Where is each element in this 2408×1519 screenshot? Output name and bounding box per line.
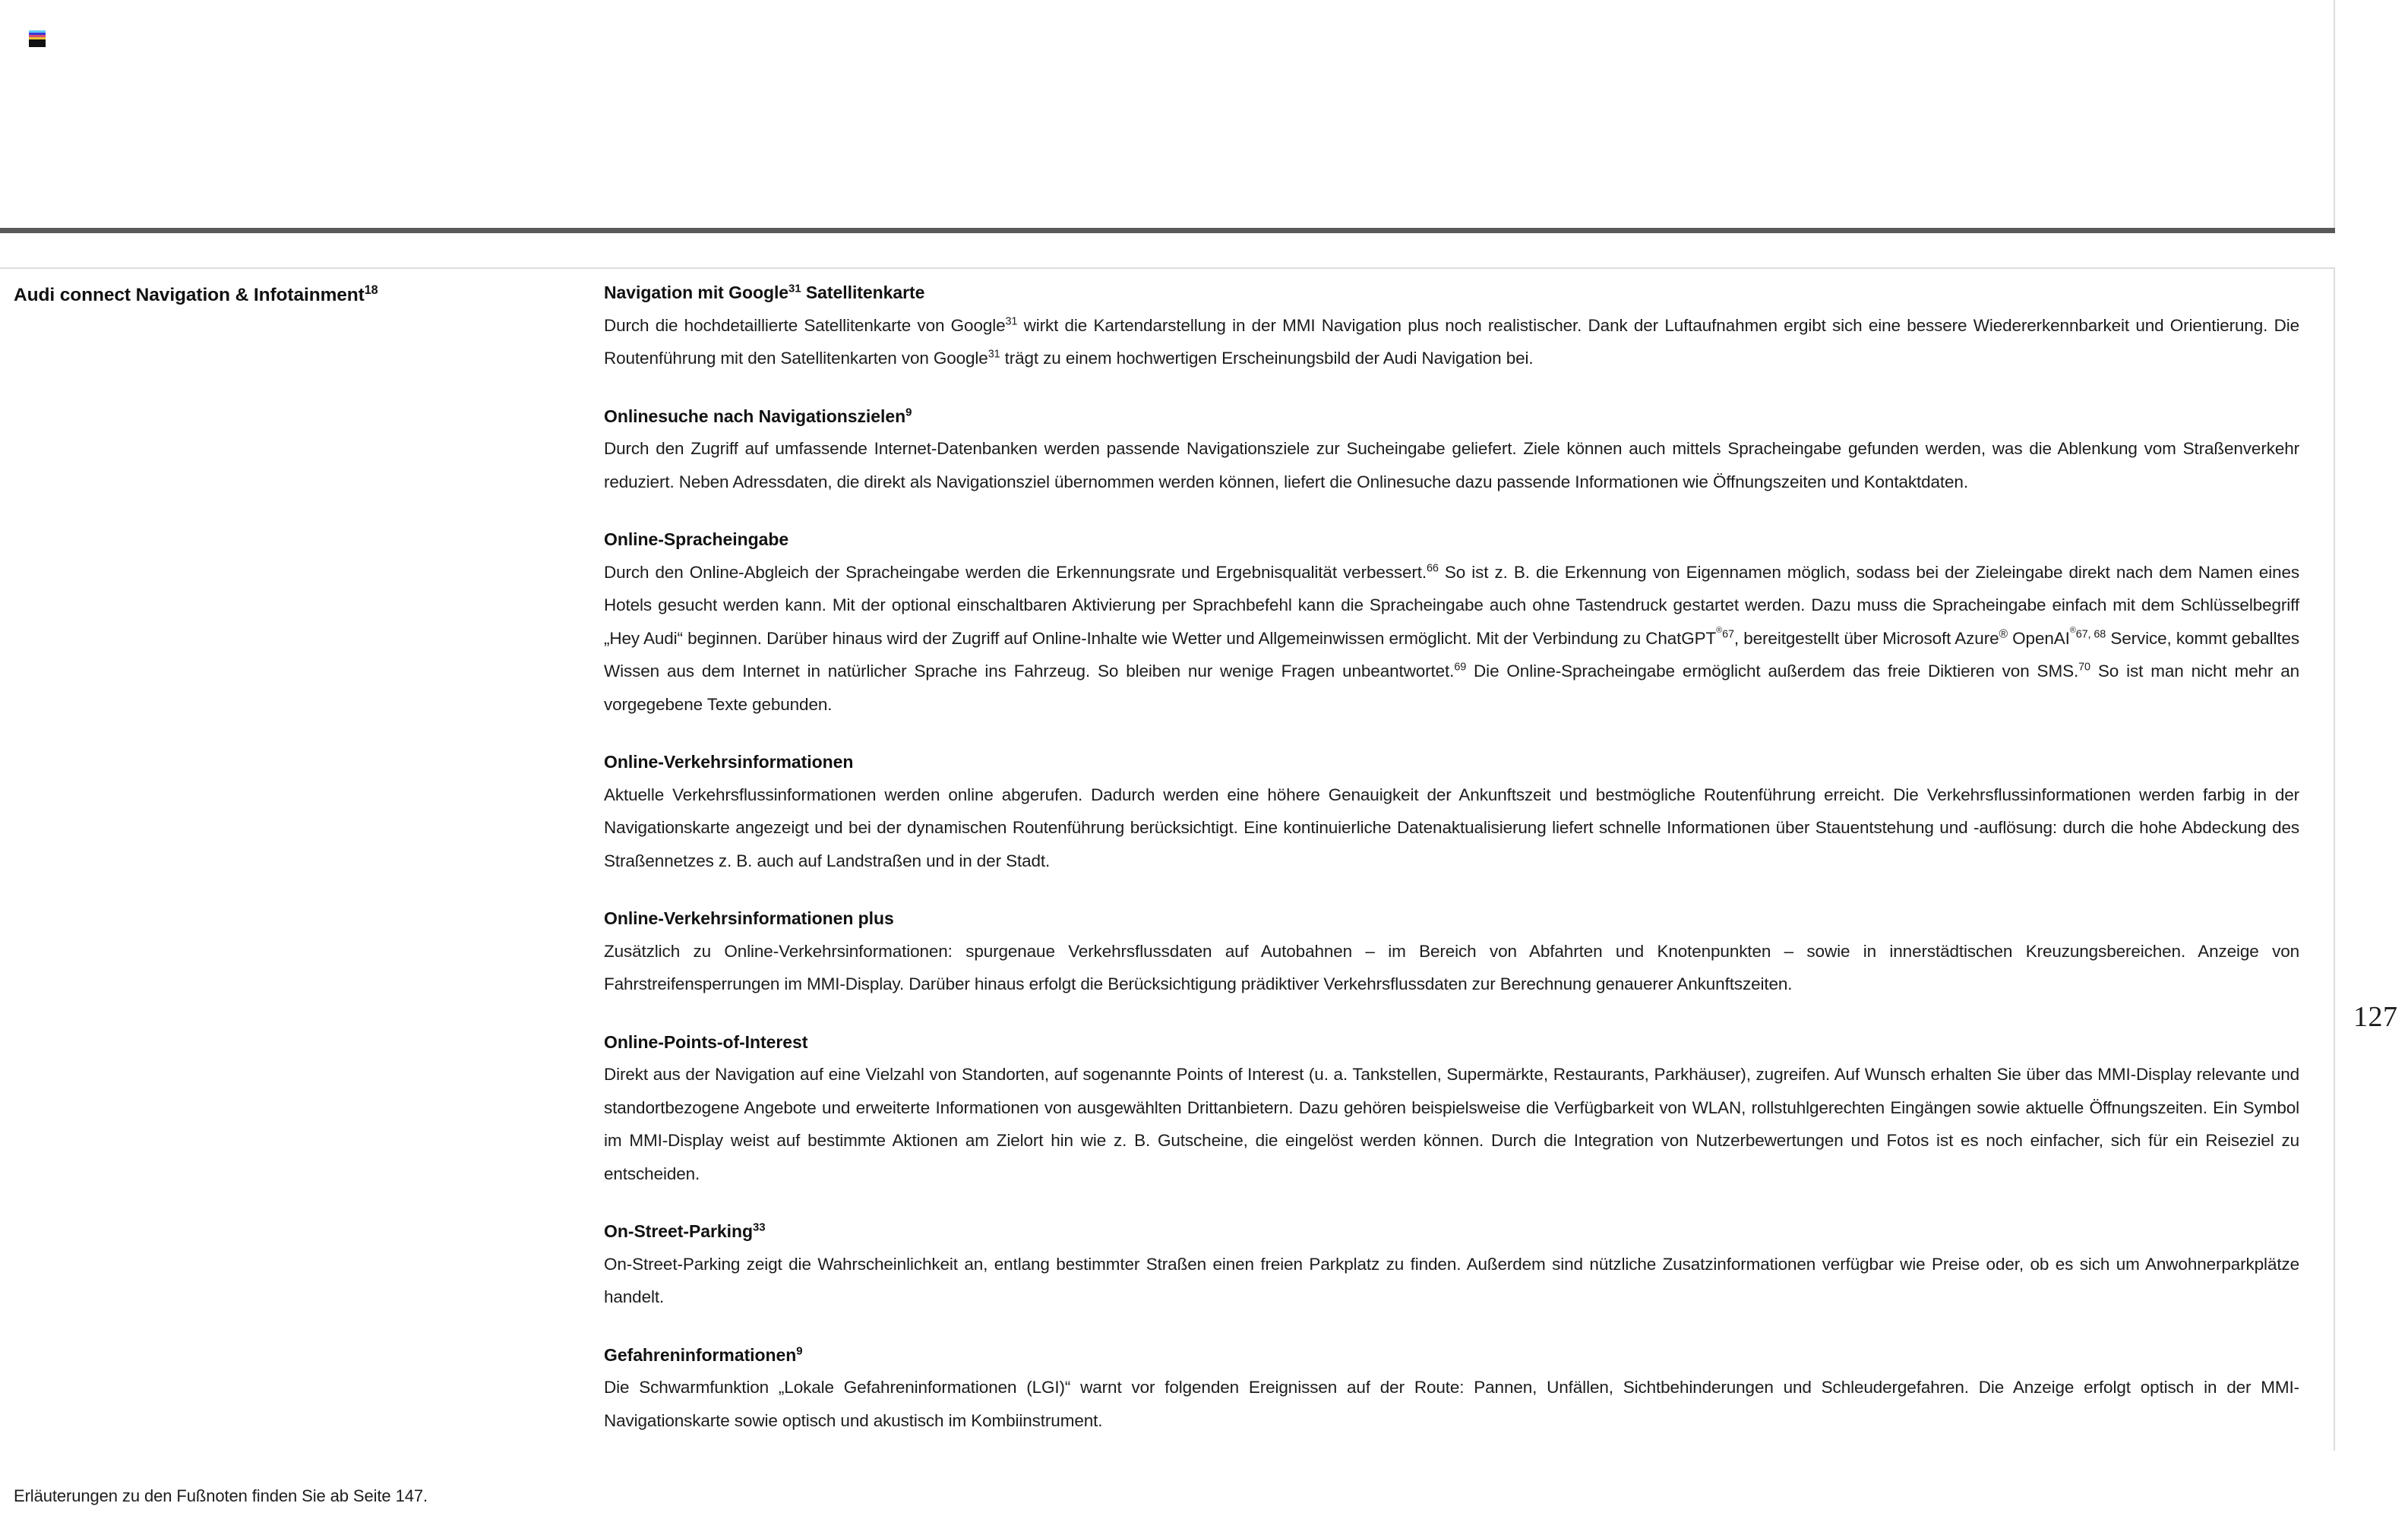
content-section <box>604 1342 2299 1438</box>
section-heading: On-Street-Parking$^{33}$ <box>604 1221 766 1241</box>
section-heading: Online-Verkehrsinformationen plus <box>604 908 894 928</box>
section-heading: Onlinesuche nach Navigationszielen$^9$ <box>604 405 912 426</box>
section-heading: Online-Verkehrsinformationen <box>604 752 854 772</box>
section-body: Durch den Online-Abgleich der Spracheingabe werden die Erkennungsrate und Ergebnisqualität verbessert.$^{66}$ So ist z. B. die Erkennung von Eigennamen möglich, sodass bei der Zieleingabe direkt nach dem Namen eines Hotels gesucht werden kann. Mit der optional einschaltbaren Aktivierung per Sprachbefehl kann die Spracheingabe auch ohne Tastendruck gestartet werden. Dazu muss die Spracheingabe einfach mit dem Schlüsselbegriff „Hey Audi“ beginnen. Darüber hinaus wird der Zugriff auf Online-Inhalte wie Wetter und Allgemeinwissen ermöglicht. Mit der Verbindung zu ChatGPT$^{^®67}$, bereitgestellt über Microsoft Azure® OpenAI$^{^®67, 68}$ Service, kommt geballtes Wissen aus dem Internet in natürlicher Sprache ins Fahrzeug. So bleiben nur wenige Fragen unbeantwortet.$^{69}$ Die Online-Spracheingabe ermöglicht außerdem das freie Diktieren von SMS.$^{70}$ So ist man nicht mehr an vorgegebene Texte gebunden. <box>604 562 2299 714</box>
section-body: Zusätzlich zu Online-Verkehrsinformationen: spurgenaue Verkehrsflussdaten auf Autobahnen – im Bereich von Abfahrten und Knotenpunkten – sowie in innerstädtischen Kreuzungsbereichen. Anzeige von Fahrstreifensperrungen im MMI-Display. Darüber hinaus erfolgt die Berücksichtigung prädiktiver Verkehrsflussdaten zur Berechnung genauerer Ankunftszeiten. <box>604 941 2299 993</box>
content-section <box>604 905 2299 1001</box>
page-title <box>14 283 576 308</box>
page-header-frame <box>0 0 2335 230</box>
section-body: Direkt aus der Navigation auf eine Vielzahl von Standorten, auf sogenannte Points of Interest (u. a. Tankstellen, Supermärkte, Restaurants, Parkhäuser), zugreifen. Auf Wunsch erhalten Sie über das MMI-Display relevante und standortbezogene Angebote und erweiterte Informationen von ausgewählten Drittanbietern. Dazu gehören beispielsweise die Verfügbarkeit von WLAN, rollstuhlgerechten Eingängen sowie aktuelle Öffnungszeiten. Ein Symbol im MMI-Display weist auf bestimmte Aktionen am Zielort hin wie z. B. Gutscheine, die eingelöst werden können. Durch die Integration von Nutzerbewertungen und Fotos ist es noch einfacher, sich für ein Reiseziel zu entscheiden. <box>604 1065 2299 1183</box>
section-heading-footnote: 9 <box>905 405 912 418</box>
section-body: Aktuelle Verkehrsflussinformationen werden online abgerufen. Dadurch werden eine höhere Genauigkeit der Ankunftszeit und bestmögliche Routenführung erreicht. Die Verkehrsflussinformationen werden farbig in der Navigationskarte angezeigt und bei der dynamischen Routenführung berücksichtigt. Eine kontinuierliche Datenaktualisierung liefert schnelle Informationen über Stauentstehung und -auflösung: durch die hohe Abdeckung des Straßennetzes z. B. auch auf Landstraßen und in der Stadt. <box>604 785 2299 870</box>
page-number: 127 <box>2353 1001 2398 1033</box>
section-body: Durch die hochdetaillierte Satellitenkarte von Google$^{31}$ wirkt die Kartendarstellung in der MMI Navigation plus noch realistischer. Dank der Luftaufnahmen ergibt sich eine bessere Wiedererkennbarkeit und Orientierung. Die Routenführung mit den Satellitenkarten von Google$^{31}$ trägt zu einem hochwertigen Erscheinungsbild der Audi Navigation bei. <box>604 315 2300 368</box>
content-section <box>604 1218 2299 1314</box>
header-divider-rule <box>0 228 2335 233</box>
page-title-footnote: 18 <box>364 283 378 297</box>
section-body: Durch den Zugriff auf umfassende Internet-Datenbanken werden passende Navigationsziele zur Sucheingabe geliefert. Ziele können auch mittels Spracheingabe gefunden werden, was die Ablenkung vom Straßenverkehr reduziert. Neben Adressdaten, die direkt als Navigationsziel übernommen werden können, liefert die Onlinesuche dazu passende Informationen wie Öffnungszeiten und Kontaktdaten. <box>604 439 2299 491</box>
section-body: On-Street-Parking zeigt die Wahrscheinlichkeit an, entlang bestimmter Straßen einen freien Parkplatz zu finden. Außerdem sind nützliche Zusatzinformationen verfügbar wie Preise oder, ob es sich um Anwohnerparkplätze handelt. <box>604 1254 2299 1306</box>
footnote-reference-note: Erläuterungen zu den Fußnoten finden Sie ab Seite 147. <box>14 1486 428 1505</box>
section-heading-footnote: 33 <box>752 1221 766 1234</box>
section-body: Die Schwarmfunktion „Lokale Gefahreninformationen (LGI)“ warnt vor folgenden Ereignissen auf der Route: Pannen, Unfällen, Sichtbehinderungen und Schleudergefahren. Die Anzeige erfolgt optisch in der MMI-Navigationskarte sowie optisch und akustisch im Kombiinstrument. <box>604 1378 2299 1430</box>
content-section <box>604 279 2299 375</box>
section-heading: Online-Spracheingabe <box>604 529 789 549</box>
section-heading-footnote: 9 <box>796 1344 803 1357</box>
content-column <box>604 279 2299 1437</box>
content-section <box>604 749 2299 877</box>
section-heading: Navigation mit Google$^{31}$ Satellitenkarte <box>604 282 925 302</box>
content-section <box>604 1029 2299 1191</box>
content-section <box>604 526 2299 721</box>
content-section <box>604 403 2299 499</box>
chapter-title-column <box>14 283 576 308</box>
page-title-text: Audi connect Navigation & Infotainment <box>14 285 365 306</box>
section-heading: Online-Points-of-Interest <box>604 1031 808 1052</box>
section-heading-footnote: 31 <box>788 282 801 295</box>
section-heading: Gefahreninformationen$^9$ <box>604 1344 803 1365</box>
